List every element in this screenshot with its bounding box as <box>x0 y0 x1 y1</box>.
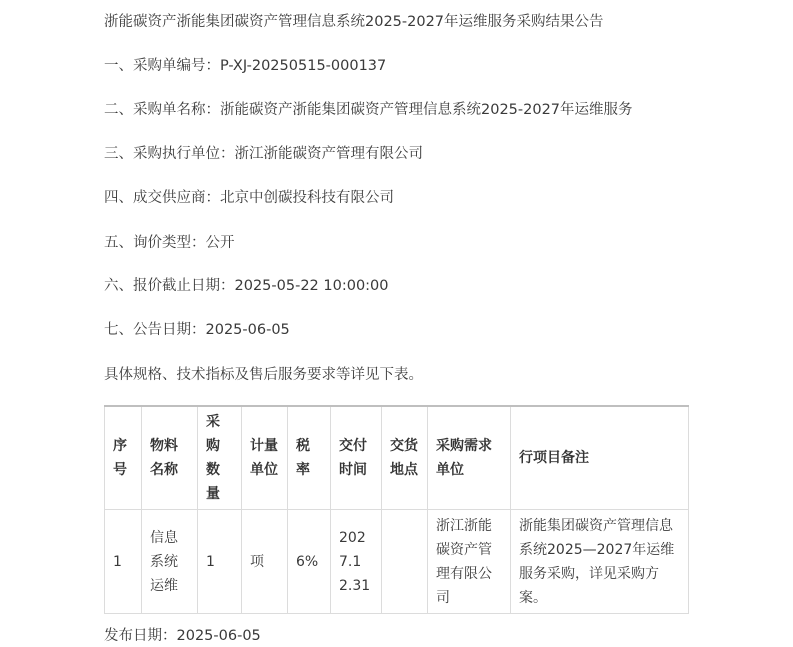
header-requesting-unit: 采购需求单位 <box>428 406 511 510</box>
cell-tax-rate: 6% <box>288 510 331 614</box>
section-purchase-name <box>104 98 633 119</box>
items-table <box>104 405 689 614</box>
section-label: 四、成交供应商： <box>104 190 220 206</box>
cell-material: 信息系统运维 <box>142 510 198 614</box>
section-value: 公开 <box>205 235 235 251</box>
section-label: 六、报价截止日期： <box>104 278 235 294</box>
publish-date <box>104 624 261 645</box>
cell-remark: 浙能集团碳资产管理信息系统2025—2027年运维服务采购，详见采购方案。 <box>511 510 689 614</box>
section-value: 2025-05-22 10:00:00 <box>234 278 389 294</box>
publish-date-label: 发布日期： <box>104 628 177 644</box>
header-delivery-time: 交付时间 <box>331 406 382 510</box>
table-intro: 具体规格、技术指标及售后服务要求等详见下表。 <box>104 367 423 383</box>
table-header-row <box>105 406 689 510</box>
announcement-title: 浙能碳资产浙能集团碳资产管理信息系统2025-2027年运维服务采购结果公告 <box>104 14 604 30</box>
section-value: 浙江浙能碳资产管理有限公司 <box>234 146 423 162</box>
cell-quantity: 1 <box>198 510 242 614</box>
section-label: 二、采购单名称： <box>104 102 220 118</box>
header-seq: 序号 <box>105 406 142 510</box>
section-value: 北京中创碳投科技有限公司 <box>220 190 394 206</box>
section-value: 浙能碳资产浙能集团碳资产管理信息系统2025-2027年运维服务 <box>220 102 633 118</box>
header-material: 物料名称 <box>142 406 198 510</box>
header-tax-rate: 税率 <box>288 406 331 510</box>
section-label: 三、采购执行单位： <box>104 146 235 162</box>
section-executing-unit <box>104 142 423 163</box>
header-quantity: 采购数量 <box>198 406 242 510</box>
publish-date-value: 2025-06-05 <box>176 628 261 644</box>
section-inquiry-type <box>104 231 235 252</box>
header-unit: 计量单位 <box>242 406 288 510</box>
section-value: 2025-06-05 <box>205 322 290 338</box>
section-quote-deadline <box>104 274 389 295</box>
section-label: 一、采购单编号： <box>104 58 220 74</box>
cell-delivery-time: 2027.12.31 <box>331 510 382 614</box>
section-announcement-date <box>104 318 290 339</box>
section-supplier <box>104 186 394 207</box>
cell-unit: 项 <box>242 510 288 614</box>
section-label: 五、询价类型： <box>104 235 206 251</box>
table-row <box>105 510 689 614</box>
cell-seq: 1 <box>105 510 142 614</box>
cell-requesting-unit: 浙江浙能碳资产管理有限公司 <box>428 510 511 614</box>
section-value: P-XJ-20250515-000137 <box>220 58 387 74</box>
section-purchase-number <box>104 54 386 75</box>
cell-delivery-place <box>382 510 428 614</box>
section-label: 七、公告日期： <box>104 322 206 338</box>
header-delivery-place: 交货地点 <box>382 406 428 510</box>
header-remark: 行项目备注 <box>511 406 689 510</box>
